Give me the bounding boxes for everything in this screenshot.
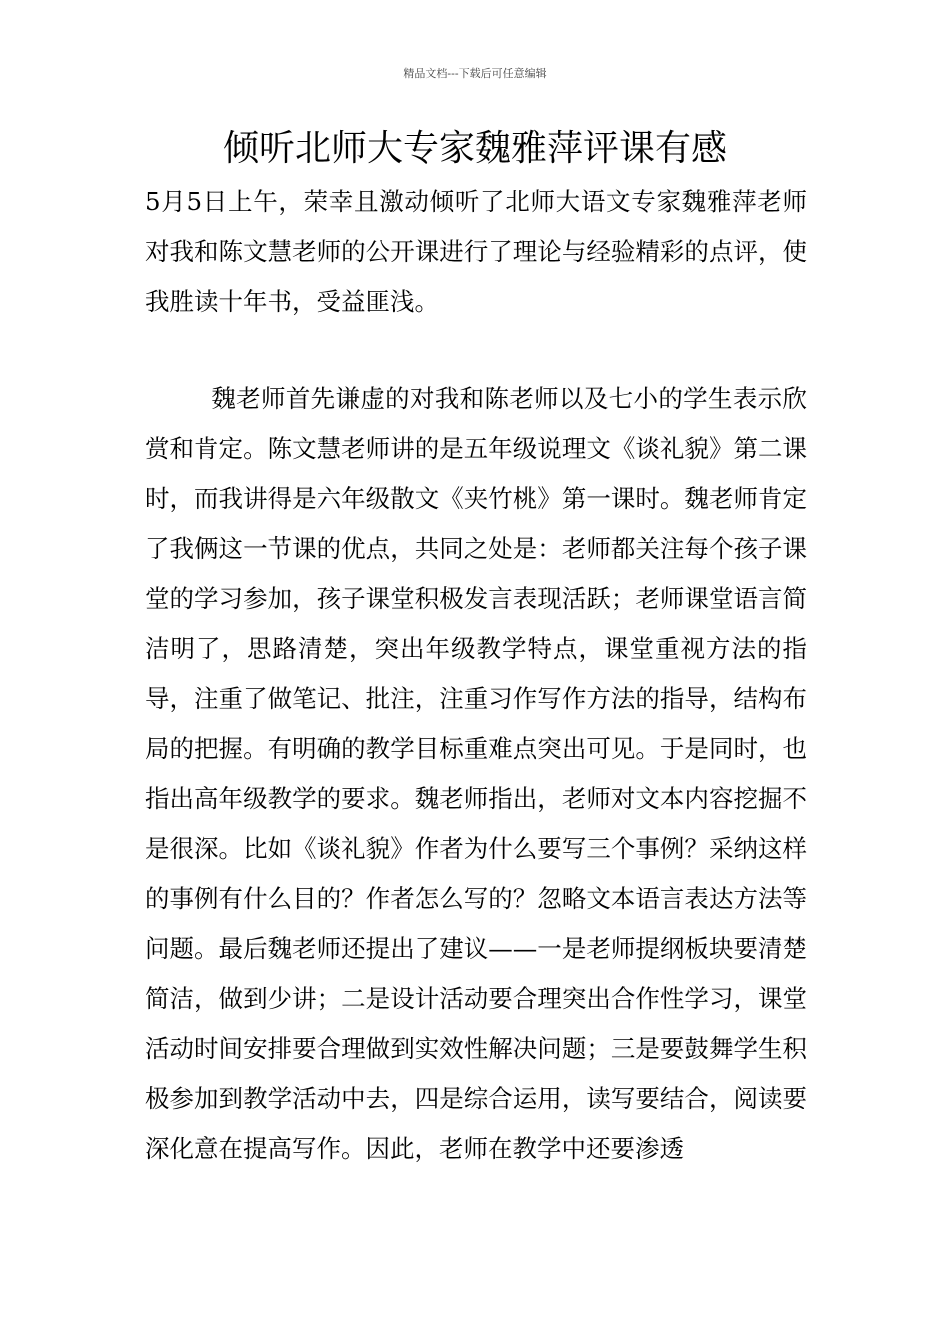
header-watermark: 精品文档---下载后可任意编辑 [403,67,547,80]
paragraph-intro: 5月5日上午，荣幸且激动倾听了北师大语文专家魏雅萍老师对我和陈文慧老师的公开课进行了理论与经验精彩的点评，使我胜读十年书，受益匪浅。 [145,187,807,316]
paragraph-body-text: 魏老师首先谦虚的对我和陈老师以及七小的学生表示欣赏和肯定。陈文慧老师讲的是五年级说理文《谈礼貌》第二课时，而我讲得是六年级散文《夹竹桃》第一课时。魏老师肯定了我俩这一节课的优点，共同之处是：老师都关注每个孩子课堂的学习参加，孩子课堂积极发言表现活跃；老师课堂语言简洁明了，思路清楚，突出年级教学特点，课堂重视方法的指导，注重了做笔记、批注，注重习作写作方法的指导，结构布局的把握。有明确的教学目标重难点突出可见。于是同时，也指出高年级教学的要求。魏老师指出，老师对文本内容挖掘不是很深。比如《谈礼貌》作者为什么要写三个事例？采纳这样的事例有什么目的？作者怎么写的？忽略文本语言表达方法等问题。最后魏老师还提出了建议——一是老师提纲板块要清楚简洁，做到少讲；二是设计活动要合理突出合作性学习，课堂活动时间安排要合理做到实效性解决问题；三是要鼓舞学生积极参加到教学活动中去，四是综合运用，读写要结合，阅读要深化意在提高写作。因此，老师在教学中还要渗透 [145,384,807,1163]
document-title: 倾听北师大专家魏雅萍评课有感 [222,128,727,169]
paragraph-body [145,374,807,1174]
